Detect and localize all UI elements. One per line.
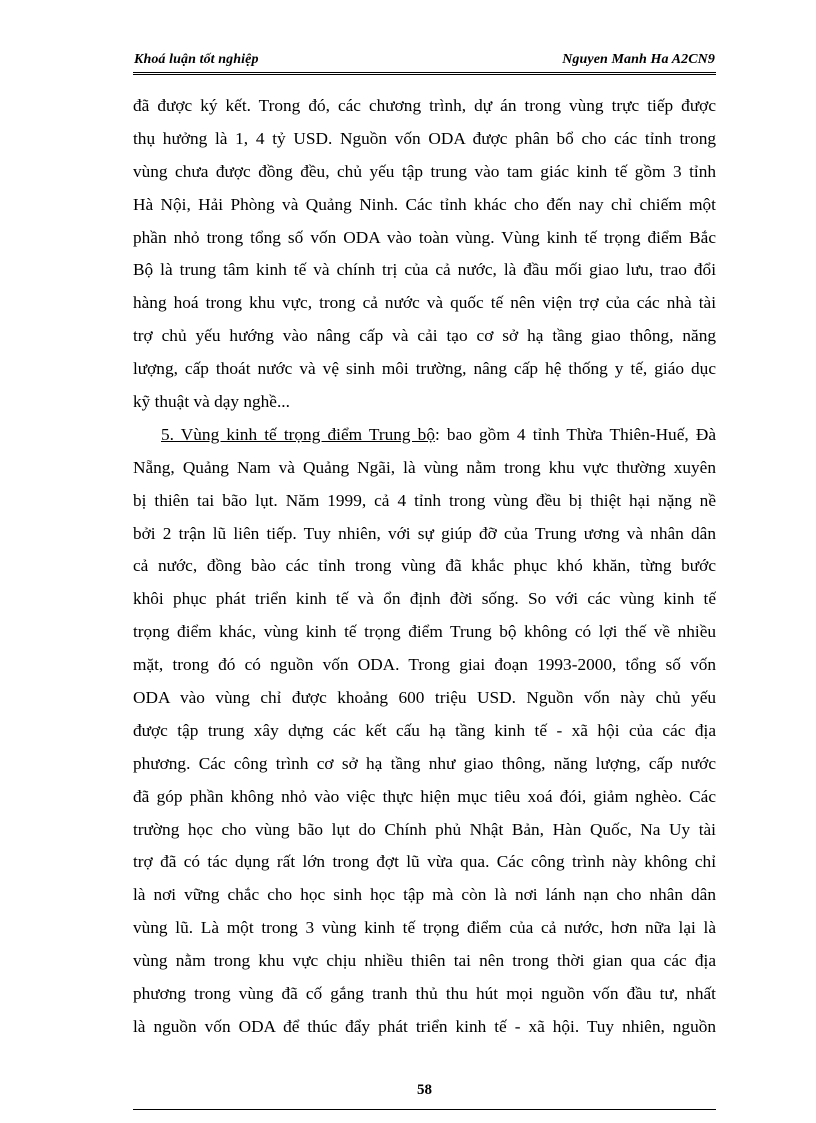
text-line: mặt, trong đó có nguồn vốn ODA. Trong giai đoạn 1993-2000, tổng số vốn — [133, 655, 716, 675]
text-line — [133, 419, 716, 452]
page-footer — [133, 1077, 716, 1110]
text-line: đã góp phần không nhỏ vào việc thực hiện mục tiêu xoá đói, giảm nghèo. Các — [133, 786, 716, 806]
header-author: Nguyen Manh Ha A2CN9 — [562, 52, 715, 67]
text-line: khôi phục phát triển kinh tế và ổn định đời sống. So với các vùng kinh tế — [133, 589, 716, 609]
text-line: phương. Các công trình cơ sở hạ tầng như giao thông, năng lượng, cấp nước — [133, 753, 716, 773]
header-thesis-title: Khoá luận tốt nghiệp — [134, 52, 259, 67]
text-line: kỹ thuật và dạy nghề... — [133, 392, 290, 412]
text-line: vùng lũ. Là một trong 3 vùng kinh tế trọng điểm của cả nước, hơn nữa lại là — [133, 918, 716, 938]
heading-continuation: : bao gồm 4 tỉnh Thừa Thiên-Huế, Đà — [434, 424, 716, 444]
text-line: bởi 2 trận lũ liên tiếp. Tuy nhiên, với sự giúp đỡ của Trung ương và nhân dân — [133, 523, 716, 543]
text-line: Hà Nội, Hải Phòng và Quảng Ninh. Các tỉnh khác cho đến nay chỉ chiếm một — [133, 194, 716, 214]
text-line: ODA vào vùng chỉ được khoảng 600 triệu USD. Nguồn vốn này chủ yếu — [133, 688, 716, 708]
text-line: hàng hoá trong khu vực, trong cả nước và quốc tế nên viện trợ của các nhà tài — [133, 293, 716, 313]
text-line: trường học cho vùng bão lụt do Chính phủ Nhật Bản, Hàn Quốc, Na Uy tài — [133, 819, 716, 839]
text-line: trọng điểm khác, vùng kinh tế trọng điểm Trung bộ không có lợi thế về nhiều — [133, 622, 716, 642]
text-line: được tập trung xây dựng các kết cấu hạ tầng kinh tế - xã hội của các địa — [133, 720, 716, 740]
text-line: lượng, cấp thoát nước và vệ sinh môi trường, nâng cấp hệ thống y tế, giáo dục — [133, 359, 716, 379]
text-line: Bộ là trung tâm kinh tế và chính trị của cả nước, là đầu mối giao lưu, trao đổi — [133, 260, 716, 280]
text-line: cả nước, đồng bào các tỉnh trong vùng đã khắc phục khó khăn, từng bước — [133, 556, 716, 576]
text-line: là nguồn vốn ODA để thúc đẩy phát triển kinh tế - xã hội. Tuy nhiên, nguồn — [133, 1016, 716, 1036]
text-line: thụ hưởng là 1, 4 tỷ USD. Nguồn vốn ODA được phân bổ cho các tỉnh trong — [133, 128, 716, 148]
text-line: bị thiên tai bão lụt. Năm 1999, cả 4 tỉnh trong vùng đều bị thiệt hại nặng nề — [133, 490, 716, 510]
page-number: 58 — [417, 1082, 432, 1098]
text-line: trợ đã có tác dụng rất lớn trong đợt lũ vừa qua. Các công trình này không chỉ — [133, 852, 716, 872]
document-body — [133, 90, 716, 1044]
paragraph-2 — [133, 419, 716, 1044]
text-line: phương trong vùng đã cố gắng tranh thủ thu hút mọi nguồn vốn đầu tư, nhất — [133, 984, 716, 1004]
text-line: phần nhỏ trong tổng số vốn ODA vào toàn vùng. Vùng kinh tế trọng điểm Bắc — [133, 227, 716, 247]
text-line: đã được ký kết. Trong đó, các chương trình, dự án trong vùng trực tiếp được — [133, 96, 716, 115]
text-line: trợ chủ yếu hướng vào nâng cấp và cải tạo cơ sở hạ tầng giao thông, năng — [133, 326, 716, 346]
paragraph-1 — [133, 90, 716, 419]
section-heading: 5. Vùng kinh tế trọng điểm Trung bộ — [161, 424, 435, 444]
text-line: vùng chưa được đồng đều, chủ yếu tập trung vào tam giác kinh tế gồm 3 tỉnh — [133, 161, 716, 181]
text-line: vùng nằm trong khu vực chịu nhiều thiên tai nên trong thời gian qua các địa — [133, 951, 716, 971]
text-line: là nơi vững chắc cho học sinh học tập mà còn là nơi lánh nạn cho nhân dân — [133, 885, 716, 905]
page-header — [133, 50, 716, 75]
text-line: Nẵng, Quảng Nam và Quảng Ngãi, là vùng nằm trong khu vực thường xuyên — [133, 457, 716, 477]
